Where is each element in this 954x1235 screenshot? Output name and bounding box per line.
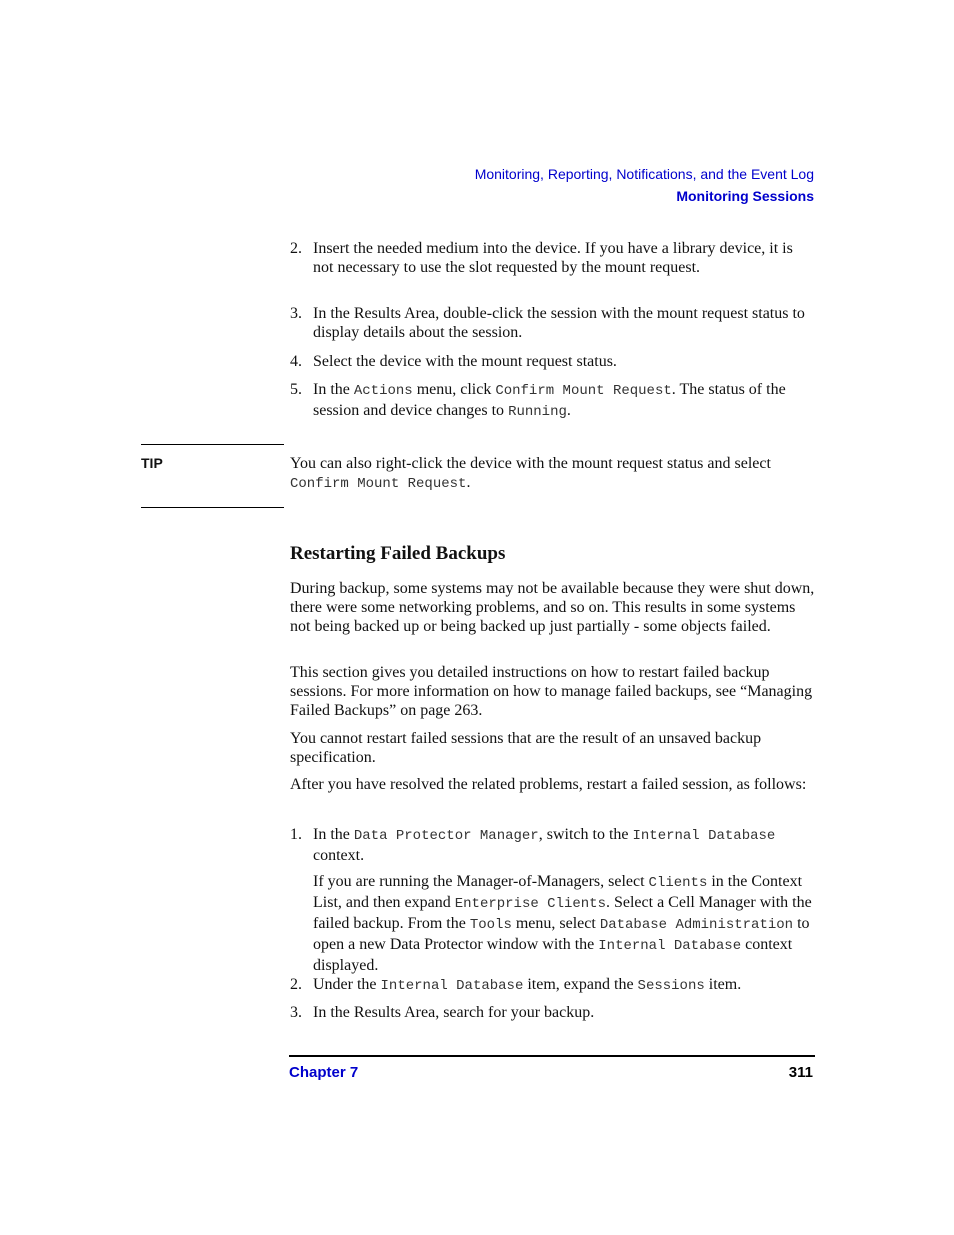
step-number: 2. <box>290 240 302 257</box>
step-1 <box>290 825 815 865</box>
command-confirm-mount-request: Confirm Mount Request <box>290 476 467 492</box>
footer-page-number: 311 <box>788 1064 813 1081</box>
menu-actions: Actions <box>353 383 413 399</box>
context-internal-database: Internal Database <box>598 938 742 954</box>
step-number: 5. <box>290 381 302 398</box>
item-enterprise-clients: Enterprise Clients <box>454 896 606 912</box>
step-1-note: If you are running the Manager-of-Managers, select Clients in the Context List, and then expand Enterprise Clients. Select a Cell Manager with the failed backup. From the Tools menu, select Database Administration to open a new Data Protector window with the Internal Database context displayed. <box>313 873 812 974</box>
step-text: Insert the needed medium into the device. If you have a library device, it is not necessary to use the slot requested by the mount request. <box>313 240 793 276</box>
step-3b <box>290 1003 815 1022</box>
item-internal-database: Internal Database <box>380 978 524 994</box>
step-text: Select the device with the mount request status. <box>313 353 617 370</box>
tip-text: You can also right-click the device with the mount request status and select Confirm Mount Request. <box>290 455 771 492</box>
section-heading: Restarting Failed Backups <box>290 543 506 564</box>
step-text: In the Results Area, search for your backup. <box>313 1004 595 1021</box>
step-2 <box>290 239 815 277</box>
footer-chapter: Chapter 7 <box>289 1064 359 1081</box>
paragraph: After you have resolved the related problems, restart a failed session, as follows: <box>290 776 807 793</box>
step-number: 3. <box>290 305 302 322</box>
step-number: 1. <box>290 826 302 843</box>
step-3 <box>290 304 815 342</box>
paragraph: This section gives you detailed instructions on how to restart failed backup sessions. For more information on how to manage failed backups, see “Managing Failed Backups” on page 263. <box>290 664 813 719</box>
running-header-section: Monitoring Sessions <box>676 188 814 204</box>
status-running: Running <box>508 404 567 420</box>
step-number: 3. <box>290 1004 302 1021</box>
tip-label: TIP <box>141 455 163 471</box>
step-5 <box>290 380 815 422</box>
step-text: In the Actions menu, click Confirm Mount Request. The status of the session and device changes to Running. <box>313 381 786 420</box>
footer-rule <box>289 1055 815 1057</box>
step-number: 2. <box>290 976 302 993</box>
step-number: 4. <box>290 353 302 370</box>
step-4 <box>290 352 815 371</box>
tip-rule-top <box>141 444 284 445</box>
running-header-chapter: Monitoring, Reporting, Notifications, and the Event Log <box>474 166 814 182</box>
paragraph: During backup, some systems may not be available because they were shut down, there were some networking problems, and so on. This results in some systems not being backed up or being backed up just partially - some objects failed. <box>290 580 815 635</box>
step-text: Under the Internal Database item, expand the Sessions item. <box>313 976 742 994</box>
menu-tools: Tools <box>469 917 512 933</box>
tip-rule-bottom <box>141 507 284 508</box>
context-clients: Clients <box>648 875 708 891</box>
step-text: In the Data Protector Manager, switch to the Internal Database context. <box>313 826 776 864</box>
context-internal-database: Internal Database <box>632 828 776 844</box>
command-database-administration: Database Administration <box>599 917 794 933</box>
app-data-protector-manager: Data Protector Manager <box>353 828 539 844</box>
step-2b <box>290 975 815 996</box>
item-sessions: Sessions <box>637 978 705 994</box>
step-text: In the Results Area, double-click the session with the mount request status to display details about the session. <box>313 305 805 341</box>
command-confirm-mount-request: Confirm Mount Request <box>495 383 672 399</box>
paragraph: You cannot restart failed sessions that are the result of an unsaved backup specification. <box>290 730 762 766</box>
